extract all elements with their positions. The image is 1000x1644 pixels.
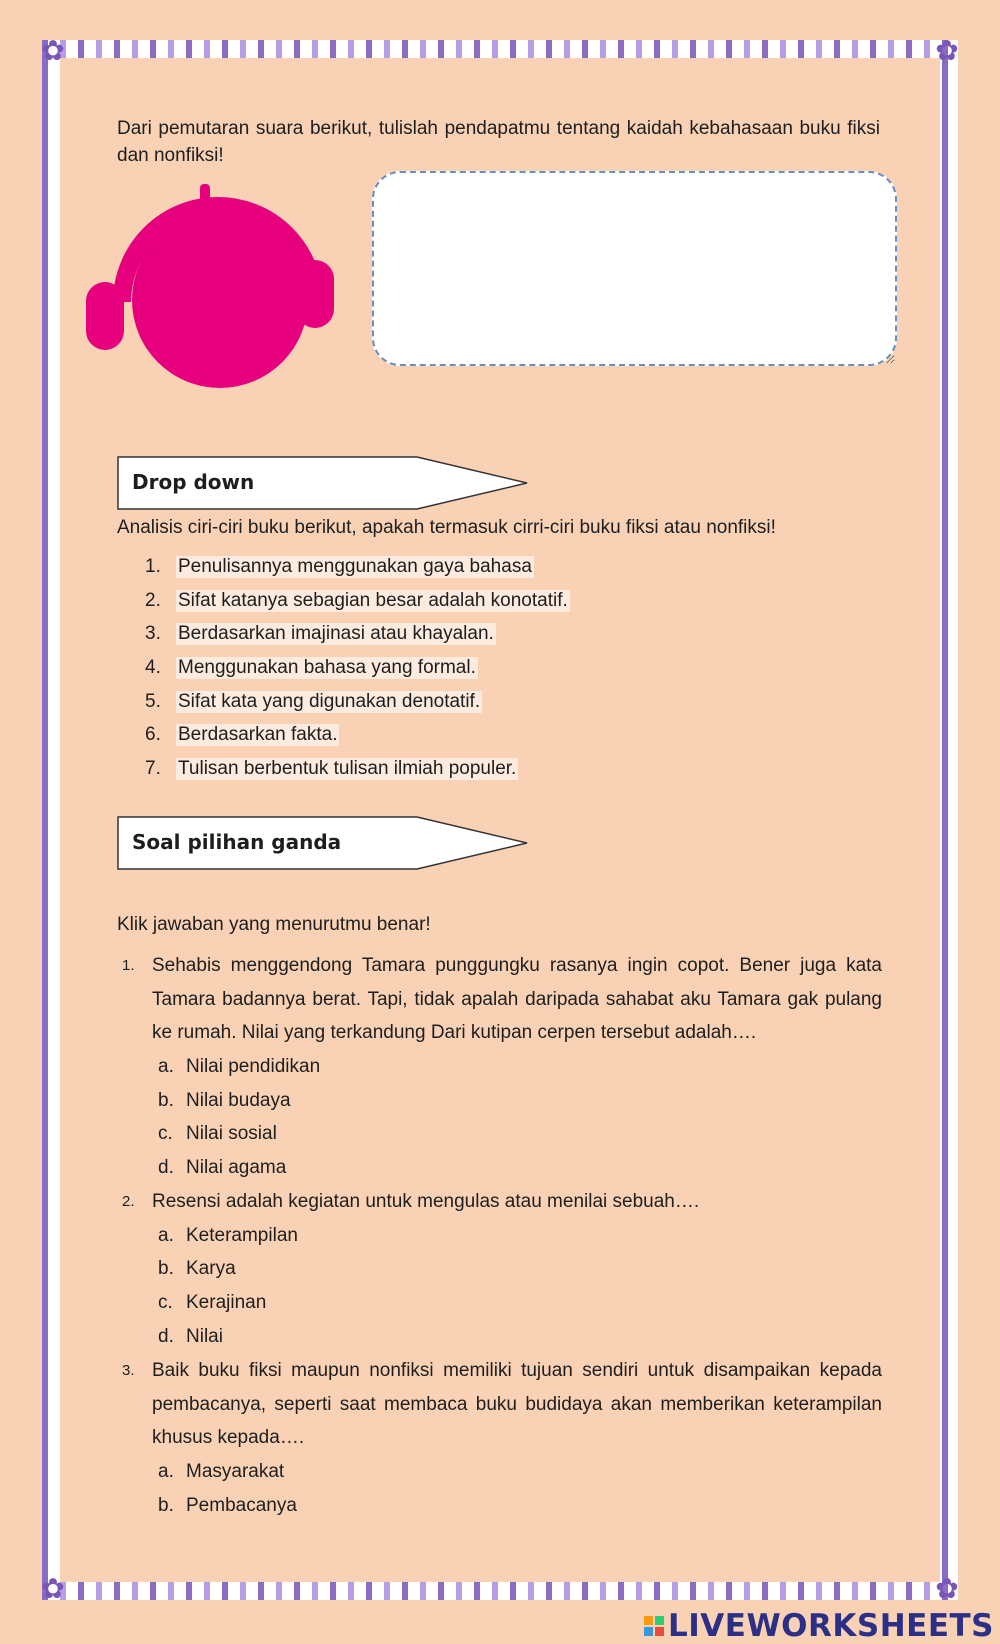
mc-instruction: Klik jawaban yang menurutmu benar! <box>117 914 431 935</box>
intro-text: Dari pemutaran suara berikut, tulislah pendapatmu tentang kaidah kebahasaan buku fiksi dan nonfiksi! <box>117 118 880 166</box>
list-item[interactable]: 3. Berdasarkan imajinasi atau khayalan. <box>145 623 494 645</box>
dropdown-instruction: Analisis ciri-ciri buku berikut, apakah termasuk cirri-ciri buku fiksi atau nonfiksi! <box>117 517 776 538</box>
question-text: Resensi adalah kegiatan untuk mengulas atau menilai sebuah…. <box>152 1191 700 1212</box>
list-item[interactable]: 6. Berdasarkan fakta. <box>145 724 338 746</box>
mc-section-label <box>117 816 529 870</box>
answer-option[interactable]: c. Nilai sosial <box>158 1123 277 1145</box>
answer-option[interactable]: a. Masyarakat <box>158 1461 285 1483</box>
question-1 <box>122 949 882 1185</box>
answer-option[interactable]: a. Keterampilan <box>158 1224 298 1246</box>
mc-section-title: Soal pilihan ganda <box>132 830 342 854</box>
liveworksheets-logo[interactable] <box>644 1608 994 1644</box>
question-number: 3. <box>122 1362 135 1379</box>
flower-icon: ✿ <box>41 1572 65 1605</box>
characteristics-list <box>145 550 570 786</box>
question-3 <box>122 1354 882 1522</box>
answer-option[interactable]: b. Karya <box>158 1258 236 1280</box>
list-item[interactable]: 2. Sifat katanya sebagian besar adalah konotatif. <box>145 589 568 611</box>
answer-option[interactable]: b. Nilai budaya <box>158 1089 291 1111</box>
list-item[interactable]: 4. Menggunakan bahasa yang formal. <box>145 656 476 678</box>
opinion-answer-box[interactable] <box>372 171 897 366</box>
logo-text: LIVEWORKSHEETS <box>668 1608 994 1644</box>
flower-icon: ✿ <box>935 1572 959 1605</box>
headphones-icon[interactable] <box>86 182 351 397</box>
answer-option[interactable]: b. Pembacanya <box>158 1494 297 1516</box>
logo-grid-icon <box>644 1616 664 1636</box>
list-item[interactable]: 5. Sifat kata yang digunakan denotatif. <box>145 690 481 712</box>
question-text: Baik buku fiksi maupun nonfiksi memiliki tujuan sendiri untuk disampaikan kepada pembacanya, seperti saat membaca buku budidaya akan memberikan keterampilan khusus kepada…. <box>152 1360 882 1449</box>
question-number: 2. <box>122 1193 135 1210</box>
question-number: 1. <box>122 957 135 974</box>
answer-option[interactable]: a. Nilai pendidikan <box>158 1056 321 1078</box>
dropdown-section-label <box>117 456 529 510</box>
list-item[interactable]: 7. Tulisan berbentuk tulisan ilmiah populer. <box>145 757 517 779</box>
list-item[interactable]: 1. Penulisannya menggunakan gaya bahasa <box>145 555 532 577</box>
answer-option[interactable]: d. Nilai agama <box>158 1157 287 1179</box>
flower-icon: ✿ <box>935 34 959 67</box>
flower-icon: ✿ <box>41 34 65 67</box>
answer-option[interactable]: c. Kerajinan <box>158 1292 267 1314</box>
dropdown-section-title: Drop down <box>132 470 255 494</box>
answer-option[interactable]: d. Nilai <box>158 1325 223 1347</box>
question-2 <box>122 1185 882 1353</box>
question-text: Sehabis menggendong Tamara punggungku rasanya ingin copot. Bener juga kata Tamara badannya berat. Tapi, tidak apalah daripada sahabat aku Tamara gak pulang ke rumah. Nilai yang terkandung Dari kutipan cerpen tersebut adalah…. <box>152 955 882 1044</box>
